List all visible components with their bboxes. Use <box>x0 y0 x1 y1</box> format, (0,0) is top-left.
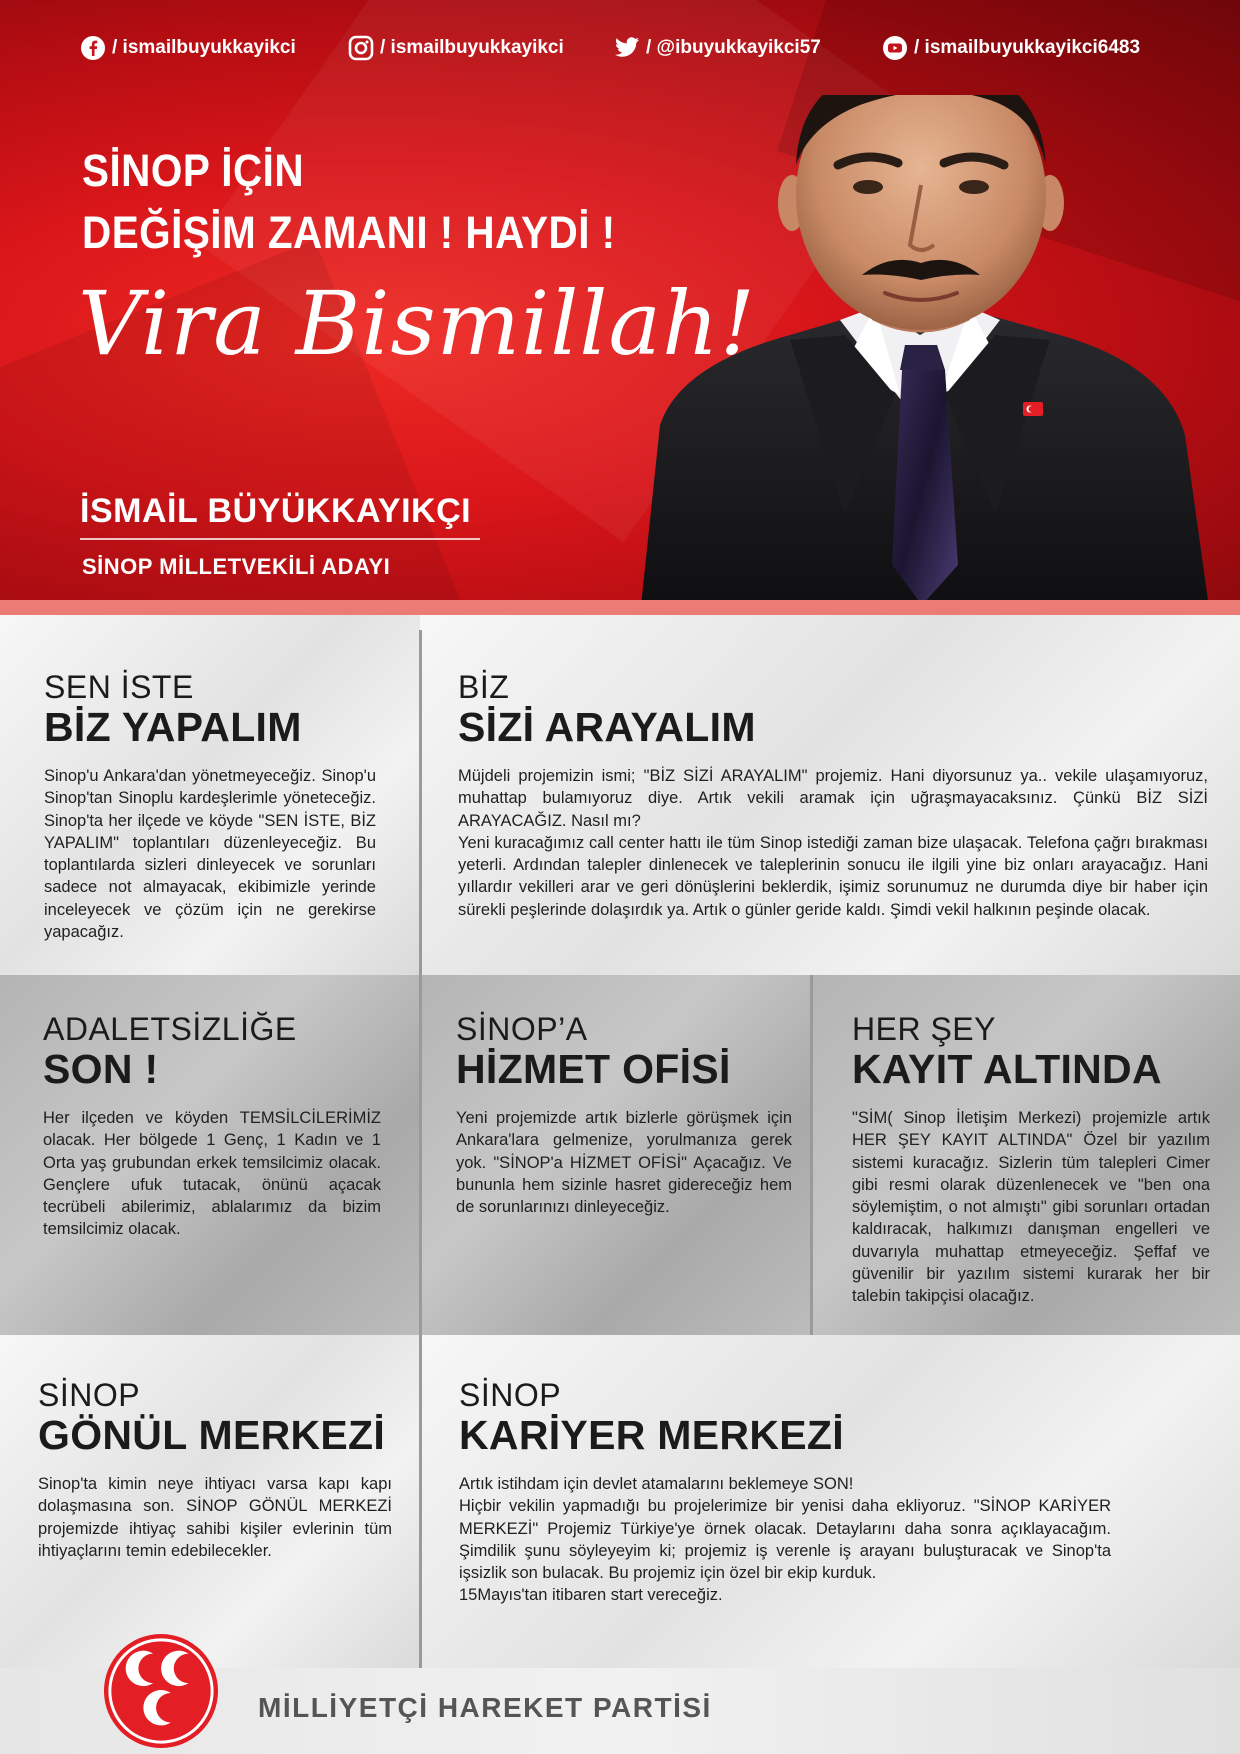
section-pre-title: BİZ <box>458 669 510 705</box>
section-pre-title: SİNOP <box>459 1377 562 1413</box>
name-underline <box>80 538 480 540</box>
section-body: 15Mayıs'tan itibaren start vereceğiz. <box>459 1586 723 1605</box>
social-youtube[interactable] <box>882 32 1140 64</box>
section-body: Her ilçeden ve köyden TEMSİLCİLERİMİZ olacak. Her bölgede 1 Genç, 1 Kadın ve 1 Orta yaş grubundan erkek temsilcimiz olacak. Gençlere ufuk tutacak, önünü açacak tecrübeli abilerimiz, ablalarımız da bizim temsilcimiz olacak. <box>43 1109 381 1239</box>
section-pre-title: SİNOP <box>38 1377 141 1413</box>
section-body: Sinop'ta kimin neye ihtiyacı varsa kapı kapı dolaşmasına son. SİNOP GÖNÜL MERKEZİ projemizde ihtiyaç sahibi kişiler evlerinin tüm ihtiyaçlarını temin edebilecekler. <box>38 1475 392 1560</box>
facebook-icon <box>80 35 106 61</box>
section-body: "SİM( Sinop İletişim Merkezi) projemizle artık HER ŞEY KAYIT ALTINDA" Özel bir yazılım sistemi kuracağız. Sizlerin tüm talepleri Cimer gibi resmi olarak düzenlenecek ve "ben ona söylemiştim, o not almıştı" gibi sorunları ortadan kaldıracak, halkımızı danışman engelleri ve duvarıyla muhattap etmeyeceğiz. Şeffaf ve güvenilir bir yazılım sistemi kurarak her bir talebin takipçisi olacağız. <box>852 1109 1210 1306</box>
section-body: Müjdeli projemizin ismi; "BİZ SİZİ ARAYALIM" projemiz. Hani diyorsunuz ya.. vekile ulaşamıyoruz, muhattap bulamıyoruz diye. Artık vekili aramak için uğraşmayacaksınız. Çünkü BİZ SİZİ ARAYACAĞIZ. Nasıl mı? <box>458 767 1208 830</box>
headline <box>82 140 675 264</box>
social-handle: / ismailbuyukkayikci <box>380 37 564 58</box>
section-body: Artık istihdam için devlet atamalarını beklemeye SON! <box>459 1475 854 1493</box>
youtube-icon <box>882 35 908 61</box>
section-title: SON ! <box>43 1046 159 1092</box>
hero-bottom-strip <box>0 600 1240 615</box>
social-instagram[interactable] <box>348 32 564 64</box>
social-handle: / @ibuyukkayikci57 <box>646 37 821 58</box>
section-title: BİZ YAPALIM <box>44 704 302 750</box>
candidate-name: İSMAİL BÜYÜKKAYIKÇI <box>80 492 472 530</box>
headline-line: DEĞİŞİM ZAMANI ! HAYDİ ! <box>82 207 616 258</box>
section-body: Hiçbir vekilin yapmadığı bu projelerimize bir yenisi daha ekliyoruz. "SİNOP KARİYER MERKEZİ" Projemiz Türkiye'ye örnek olacak. Detaylarını daha sonra açıklayacağım. Şimdilik şunu söyleyeyim ki; projemiz iş verenle iş arayanı buluşturacak ve Sinop'ta işsizlik son bulacak. Bu projemiz için özel bir ekip kurduk. <box>459 1497 1111 1583</box>
candidate-title: SİNOP MİLLETVEKİLİ ADAYI <box>82 554 391 579</box>
column-divider <box>419 630 422 1670</box>
section-title: KARİYER MERKEZİ <box>459 1412 844 1458</box>
section-pre-title: SİNOP’A <box>456 1011 588 1047</box>
panel-kariyer <box>420 1335 1240 1668</box>
section-title: GÖNÜL MERKEZİ <box>38 1412 386 1458</box>
social-facebook[interactable] <box>80 32 296 64</box>
panel-biz-sizi <box>420 615 1240 975</box>
party-name: MİLLİYETÇİ HAREKET PARTİSİ <box>258 1692 712 1723</box>
column-divider <box>810 975 813 1335</box>
section-title: SİZİ ARAYALIM <box>458 704 756 750</box>
section-body: Sinop'u Ankara'dan yönetmeyeceğiz. Sinop'u Sinop'tan Sinoplu kardeşlerimle yöneteceğiz. Sinop'ta her ilçede ve köyde "SEN İSTE, BİZ YAPALIM" toplantıları düzenleyeceğiz. Bu toplantılarda sizleri dinleyecek ve sorunları sadece not almayacak, ekibimizle yerinde inceleyecek ve çözüm için ne gerekirse yapacağız. <box>44 767 376 942</box>
party-logo <box>102 1632 220 1750</box>
section-title: KAYIT ALTINDA <box>852 1046 1162 1092</box>
panel-sen-iste <box>0 615 420 975</box>
twitter-icon <box>614 35 640 61</box>
panel-hizmet <box>420 975 810 1335</box>
hero-banner <box>0 0 1240 615</box>
section-pre-title: ADALETSİZLİĞE <box>43 1011 297 1047</box>
social-handle: / ismailbuyukkayikci <box>112 37 296 58</box>
social-twitter[interactable] <box>614 32 821 64</box>
section-body: Yeni projemizde artık bizlerle görüşmek için Ankara'lara gelmenize, yorulmanıza gerek yok. "SİNOP'a HİZMET OFİSİ" Açacağız. Ve bununla hem sizinle hasret gidereceğiz hem de sorunlarınızı dinleyeceğiz. <box>456 1109 792 1217</box>
script-slogan: Vira Bismillah! <box>78 272 757 375</box>
panel-kayit <box>810 975 1240 1335</box>
section-pre-title: SEN İSTE <box>44 669 194 705</box>
instagram-icon <box>348 35 374 61</box>
social-handle: / ismailbuyukkayikci6483 <box>914 37 1141 58</box>
headline-line: SİNOP İÇİN <box>82 145 305 196</box>
section-pre-title: HER ŞEY <box>852 1011 996 1047</box>
panel-adalet <box>0 975 420 1335</box>
panel-gonul <box>0 1335 420 1668</box>
candidate-portrait <box>640 95 1210 615</box>
section-body: Yeni kuracağımız call center hattı ile tüm Sinop istediği zaman bize ulaşacak. Telefona çağrı bırakması yeterli. Ardından talepler dinlenecek ve taleplerinin sonucu ile ilgili yine biz onları arayacağız. Hani yıllardır vekilleri arar ve geri dönüşlerini beklerdik, işimiz sorunumuz ne durumda diye bir haber için sürekli peşlerinde dolaşırdık ya. Artık o günler geride kaldı. Şimdi vekil halkının peşinde olacak. <box>458 833 1208 919</box>
section-title: HİZMET OFİSİ <box>456 1046 731 1092</box>
